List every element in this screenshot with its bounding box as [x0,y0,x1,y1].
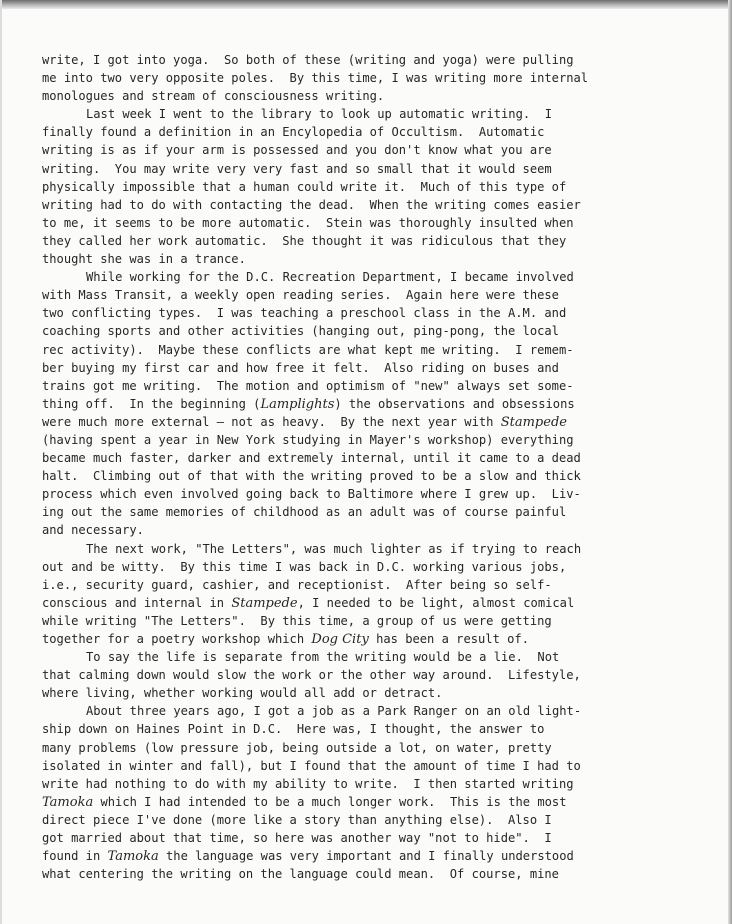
text-line [42,160,728,178]
text-line [42,648,728,666]
line-text: they called her work automatic. She thought it was ridiculous that they [42,233,567,248]
text-line [42,666,728,684]
text-line [42,51,728,69]
line-text: found in [42,849,108,864]
page-top-edge-shadow [0,0,732,9]
text-line [42,847,728,865]
text-line [42,395,728,413]
text-line [42,829,728,847]
italic-title: Dog City [311,632,369,647]
text-line [42,250,728,268]
line-text: while writing "The Letters". By this time, a group of us were getting [42,613,552,628]
line-text: and necessary. [42,523,144,538]
page-left-edge-shadow [0,0,2,924]
text-line [42,268,728,286]
line-text: me into two very opposite poles. By this time, I was writing more internal [42,71,589,86]
text-line [42,69,728,87]
line-text: to me, it seems to be more automatic. Stein was thoroughly insulted when [42,215,574,230]
text-line [42,141,728,159]
text-line [42,322,728,340]
text-line [42,105,728,123]
line-text: many problems (low pressure job, being outside a lot, on water, pretty [42,740,552,755]
text-line [42,286,728,304]
line-text: trains got me writing. The motion and optimism of "new" always set some- [42,378,574,393]
line-text: together for a poetry workshop which [42,632,312,646]
line-text: finally found a definition in an Encylopedia of Occultism. Automatic [42,125,545,140]
text-line [42,214,728,232]
text-line [42,757,728,775]
line-text: got married about that time, so here was another way "not to hide". I [42,831,552,846]
line-text: ship down on Haines Point in D.C. Here was, I thought, the answer to [42,722,545,737]
line-text: became much faster, darker and extremely internal, until it came to a dead [42,451,581,466]
text-line [42,196,728,214]
text-line [42,521,728,539]
line-text: process which even involved going back to Baltimore where I grew up. Liv- [42,487,581,502]
line-text: that calming down would slow the work or the other way around. Lifestyle, [42,668,581,683]
line-text: the language was very important and I finally understood [158,849,574,864]
text-line [42,503,728,521]
line-text: out and be witty. By this time I was back in D.C. working various jobs, [42,559,567,574]
text-line [42,865,728,883]
text-line [42,123,728,141]
text-line [42,594,728,612]
line-text: with Mass Transit, a weekly open reading series. Again here were these [42,288,559,303]
line-text: ) the observations and obsessions [334,396,575,411]
text-line [42,793,728,811]
text-line [42,341,728,359]
line-text: write, I got into yoga. So both of these (writing and yoga) were pulling [42,53,574,67]
line-text: , I needed to be light, almost comical [297,595,575,610]
page-right-edge-shadow [728,0,732,924]
line-text: which I had intended to be a much longer work. This is the most [93,794,567,809]
line-text: monologues and stream of consciousness writing. [42,89,385,104]
text-line [42,739,728,757]
line-text: The next work, "The Letters", was much lighter as if trying to reach [86,541,582,556]
text-line [42,558,728,576]
italic-title: Tamoka [42,794,94,810]
line-text: writing had to do with contacting the dead. When the writing comes easier [42,197,581,212]
line-text: halt. Climbing out of that with the writing proved to be a slow and thick [42,469,581,484]
line-text: where living, whether working would all add or detract. [42,686,443,701]
text-line [42,720,728,738]
text-line [42,431,728,449]
line-text: ing out the same memories of childhood as an adult was of course painful [42,505,567,520]
line-text: ber buying my first car and how free it felt. Also riding on buses and [42,360,559,375]
text-line [42,540,728,558]
italic-title: Tamoka [107,849,159,865]
text-line [42,702,728,720]
line-text: what centering the writing on the language could mean. Of course, mine [42,867,559,882]
line-text: two conflicting types. I was teaching a preschool class in the A.M. and [42,306,567,321]
text-line [42,576,728,594]
line-text: thought she was in a trance. [42,252,246,267]
line-text: writing is as if your arm is possessed and you don't know what you are [42,143,552,158]
line-text: While working for the D.C. Recreation Department, I became involved [86,270,574,285]
line-text: rec activity). Maybe these conflicts are what kept me writing. I remem- [42,342,574,357]
text-line [42,178,728,196]
text-line [42,811,728,829]
text-line [42,413,728,431]
line-text: were much more external — not as heavy. By the next year with [42,414,501,429]
line-text: Last week I went to the library to look up automatic writing. I [86,107,552,122]
text-line [42,449,728,467]
line-text: write had nothing to do with my ability to write. I then started writing [42,776,574,791]
line-text: writing. You may write very very fast and so small that it would seem [42,161,552,176]
text-line [42,232,728,250]
italic-title: Stampede [231,595,298,611]
text-line [42,485,728,503]
line-text: thing off. In the beginning ( [42,396,261,411]
text-line [42,684,728,702]
text-line [42,359,728,377]
line-text: i.e., security guard, cashier, and receptionist. After being so self- [42,577,552,592]
line-text: To say the life is separate from the writing would be a lie. Not [86,650,560,665]
line-text: (having spent a year in New York studying in Mayer's workshop) everything [42,432,574,447]
italic-title: Lamplights [260,396,335,412]
text-line [42,775,728,793]
line-text: About three years ago, I got a job as a Park Ranger on an old light- [86,704,582,719]
text-line [42,377,728,395]
line-text: has been a result of. [368,632,529,646]
text-line [42,304,728,322]
line-text: coaching sports and other activities (hanging out, ping-pong, the local [42,324,559,339]
line-text: isolated in winter and fall), but I found that the amount of time I had to [42,758,581,773]
text-line [42,87,728,105]
italic-title: Stampede [500,414,567,430]
text-line [42,467,728,485]
typewritten-body-text [42,51,728,883]
text-line [42,612,728,630]
line-text: direct piece I've done (more like a story than anything else). Also I [42,812,552,827]
line-text: conscious and internal in [42,595,232,610]
line-text: physically impossible that a human could write it. Much of this type of [42,179,567,194]
text-line [42,630,728,648]
